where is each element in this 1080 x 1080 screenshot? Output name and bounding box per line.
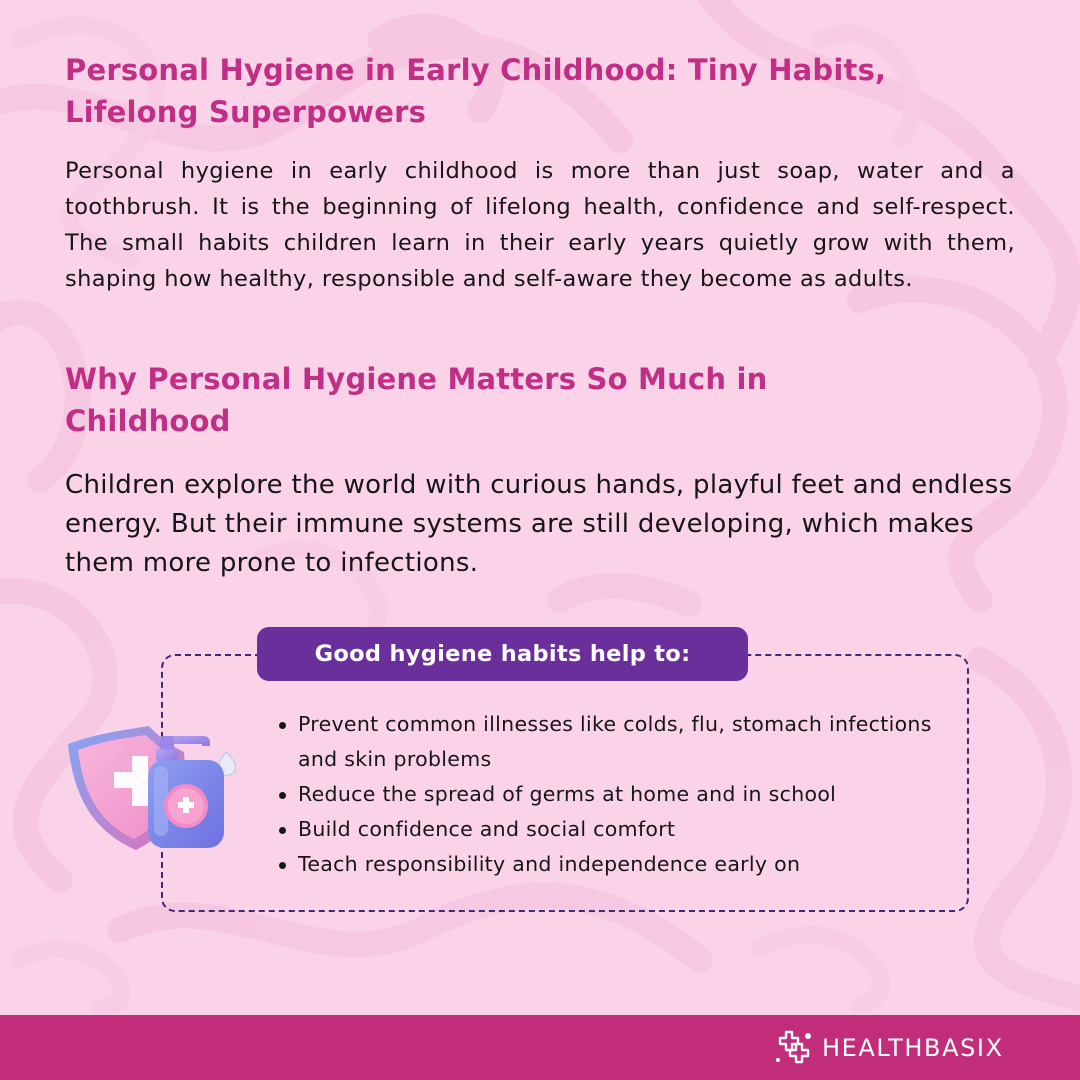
section-heading: Why Personal Hygiene Matters So Much in Childhood [65, 362, 768, 438]
list-item: Build confidence and social comfort [276, 812, 956, 847]
medical-cross-logo-icon [774, 1030, 814, 1066]
brand-name: HEALTHBASIX [822, 1034, 1004, 1062]
page-title: Personal Hygiene in Early Childhood: Tiny Habits, Lifelong Superpowers [65, 53, 887, 129]
list-item: Prevent common illnesses like colds, flu, stomach infections and skin problems [276, 707, 956, 777]
section-body: Children explore the world with curious hands, playful feet and endless energy. But their immune systems are still developing, which makes them more prone to infections. [65, 470, 1013, 578]
intro-paragraph: Personal hygiene in early childhood is more than just soap, water and a toothbrush. It is the beginning of lifelong health, confidence and self-respect. The small habits children learn in their early years quietly grow with them, shaping how healthy, responsible and self-aware they become as adults. [65, 158, 1015, 292]
habits-title: Good hygiene habits help to: [257, 627, 748, 681]
list-item: Reduce the spread of germs at home and in school [276, 777, 956, 812]
brand-logo[interactable] [774, 1030, 1004, 1066]
habits-list [276, 707, 956, 882]
shield-sanitizer-icon [64, 722, 244, 862]
list-item: Teach responsibility and independence early on [276, 847, 956, 882]
